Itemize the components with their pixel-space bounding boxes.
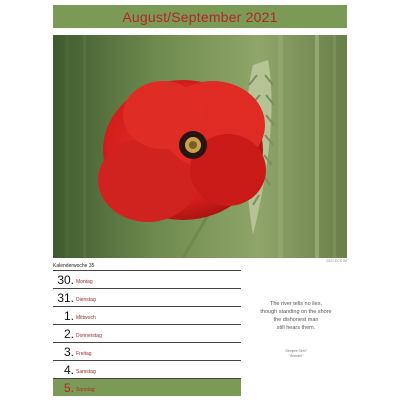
day-row	[53, 324, 241, 342]
poppy-image	[53, 35, 347, 258]
day-name: Dienstag	[76, 296, 96, 303]
day-name: Mittwoch	[76, 314, 96, 321]
quote-source: "Wonder"	[288, 354, 304, 358]
quote-line: still hears them.	[276, 325, 316, 331]
day-name: Freitag	[76, 350, 92, 357]
quote-author: Sempre Seh?	[285, 349, 307, 353]
day-number: 30.	[57, 272, 74, 287]
day-number: 31.	[57, 290, 74, 305]
day-number: 4.	[63, 362, 74, 377]
quote-line: The river tells no lies,	[270, 301, 322, 307]
title-bar	[53, 5, 347, 28]
day-row-sunday	[53, 378, 241, 396]
day-number: 1.	[63, 308, 74, 323]
quote-attribution	[244, 349, 348, 359]
day-number: 2.	[63, 326, 74, 341]
day-name: Sonntag	[76, 386, 95, 393]
quote-line: though standing on the shore	[260, 309, 332, 315]
day-number: 5.	[63, 380, 74, 395]
day-number: 3.	[63, 344, 74, 359]
photo-credit: 2021 ECS IM	[326, 259, 347, 263]
poppy-photo	[53, 35, 347, 258]
page-title: August/September 2021	[122, 8, 278, 25]
day-row	[53, 306, 241, 324]
quote-line: the dishonest man	[273, 317, 319, 323]
week-label: Kalenderwoche 35	[53, 263, 95, 269]
day-row	[53, 288, 241, 306]
day-row	[53, 360, 241, 378]
day-list	[53, 270, 241, 396]
quote-text	[244, 300, 348, 332]
day-name: Donnerstag	[76, 332, 102, 339]
day-name: Samstag	[76, 368, 96, 375]
day-row	[53, 270, 241, 288]
day-name: Montag	[76, 278, 93, 285]
day-row	[53, 342, 241, 360]
